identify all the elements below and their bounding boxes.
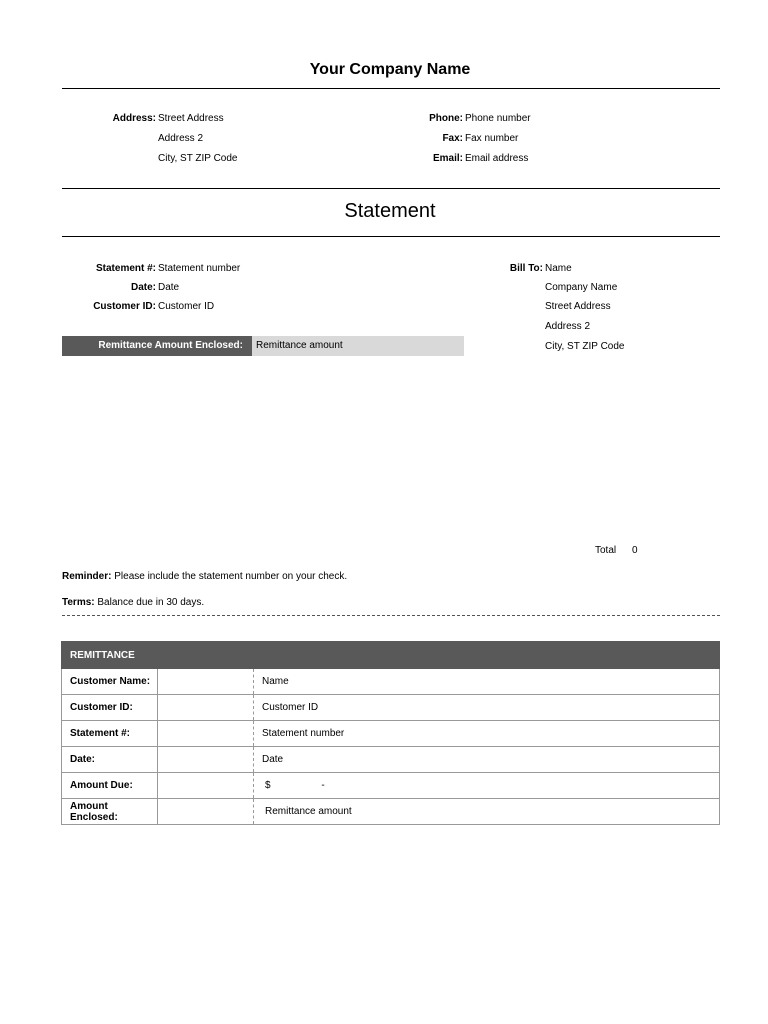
date-label: Date: [130, 282, 156, 293]
email-label: Email: [432, 153, 463, 164]
statement-divider [62, 236, 720, 237]
date-value: Date [158, 282, 180, 293]
header-divider [62, 88, 720, 89]
table-row [62, 721, 720, 747]
statement-number-value: Statement number [158, 263, 241, 274]
company-name: Your Company Name [309, 61, 471, 78]
bill-to-name: Name [545, 263, 572, 274]
remittance-blank-cell [158, 721, 254, 747]
remittance-amount-due-value[interactable] [254, 773, 720, 799]
contact-divider [62, 188, 720, 189]
phone-value: Phone number [465, 113, 531, 124]
customer-id-label: Customer ID: [93, 301, 156, 312]
reminder-text: Please include the statement number on your check. [114, 571, 348, 582]
table-row [62, 747, 720, 773]
remittance-customer-id-label: Customer ID: [62, 695, 158, 721]
bill-to-company: Company Name [545, 282, 618, 293]
remittance-blank-cell [158, 669, 254, 695]
remittance-customer-name-label: Customer Name: [62, 669, 158, 695]
remittance-blank-cell [158, 695, 254, 721]
address-line1: Street Address [158, 113, 224, 124]
amount-due-currency: $ [265, 780, 271, 791]
remittance-customer-name-value[interactable]: Name [254, 669, 720, 695]
remittance-table [61, 641, 720, 825]
table-row [62, 695, 720, 721]
address-line3: City, ST ZIP Code [158, 153, 238, 164]
amount-due-amount: - [321, 780, 325, 791]
remittance-amount-label: Remittance Amount Enclosed: [62, 336, 252, 356]
terms-text: Balance due in 30 days. [97, 597, 205, 608]
remittance-header-row [62, 642, 720, 669]
table-row [62, 669, 720, 695]
remittance-blank-cell [158, 747, 254, 773]
fax-label: Fax: [442, 133, 463, 144]
remittance-amount-due-label: Amount Due: [62, 773, 158, 799]
cut-line [62, 615, 720, 616]
terms-label: Terms: [62, 597, 95, 608]
fax-value: Fax number [465, 133, 519, 144]
address-line2: Address 2 [158, 133, 204, 144]
reminder-label: Reminder: [62, 571, 112, 582]
address-label: Address: [112, 113, 156, 124]
bill-to-city: City, ST ZIP Code [545, 341, 625, 352]
remittance-blank-cell [158, 799, 254, 825]
remittance-blank-cell [158, 773, 254, 799]
remittance-header: REMITTANCE [62, 642, 720, 669]
phone-label: Phone: [429, 113, 463, 124]
remittance-amount-enclosed-value[interactable]: Remittance amount [254, 799, 720, 825]
total-value: 0 [632, 545, 638, 556]
remittance-statement-number-label: Statement #: [62, 721, 158, 747]
bill-to-street: Street Address [545, 301, 611, 312]
remittance-amount-enclosed-label: Amount Enclosed: [62, 799, 158, 825]
table-row [62, 799, 720, 825]
remittance-customer-id-value[interactable]: Customer ID [254, 695, 720, 721]
table-row [62, 773, 720, 799]
statement-title: Statement [344, 200, 436, 222]
total-label: Total [595, 545, 617, 556]
bill-to-label: Bill To: [509, 263, 543, 274]
terms-note [62, 597, 204, 608]
statement-number-label: Statement #: [95, 263, 156, 274]
remittance-statement-number-value[interactable]: Statement number [254, 721, 720, 747]
remittance-date-value[interactable]: Date [254, 747, 720, 773]
remittance-date-label: Date: [62, 747, 158, 773]
customer-id-value: Customer ID [158, 301, 215, 312]
email-value: Email address [465, 153, 529, 164]
reminder-note [62, 571, 347, 582]
bill-to-address2: Address 2 [545, 321, 591, 332]
remittance-amount-value[interactable]: Remittance amount [252, 336, 464, 356]
